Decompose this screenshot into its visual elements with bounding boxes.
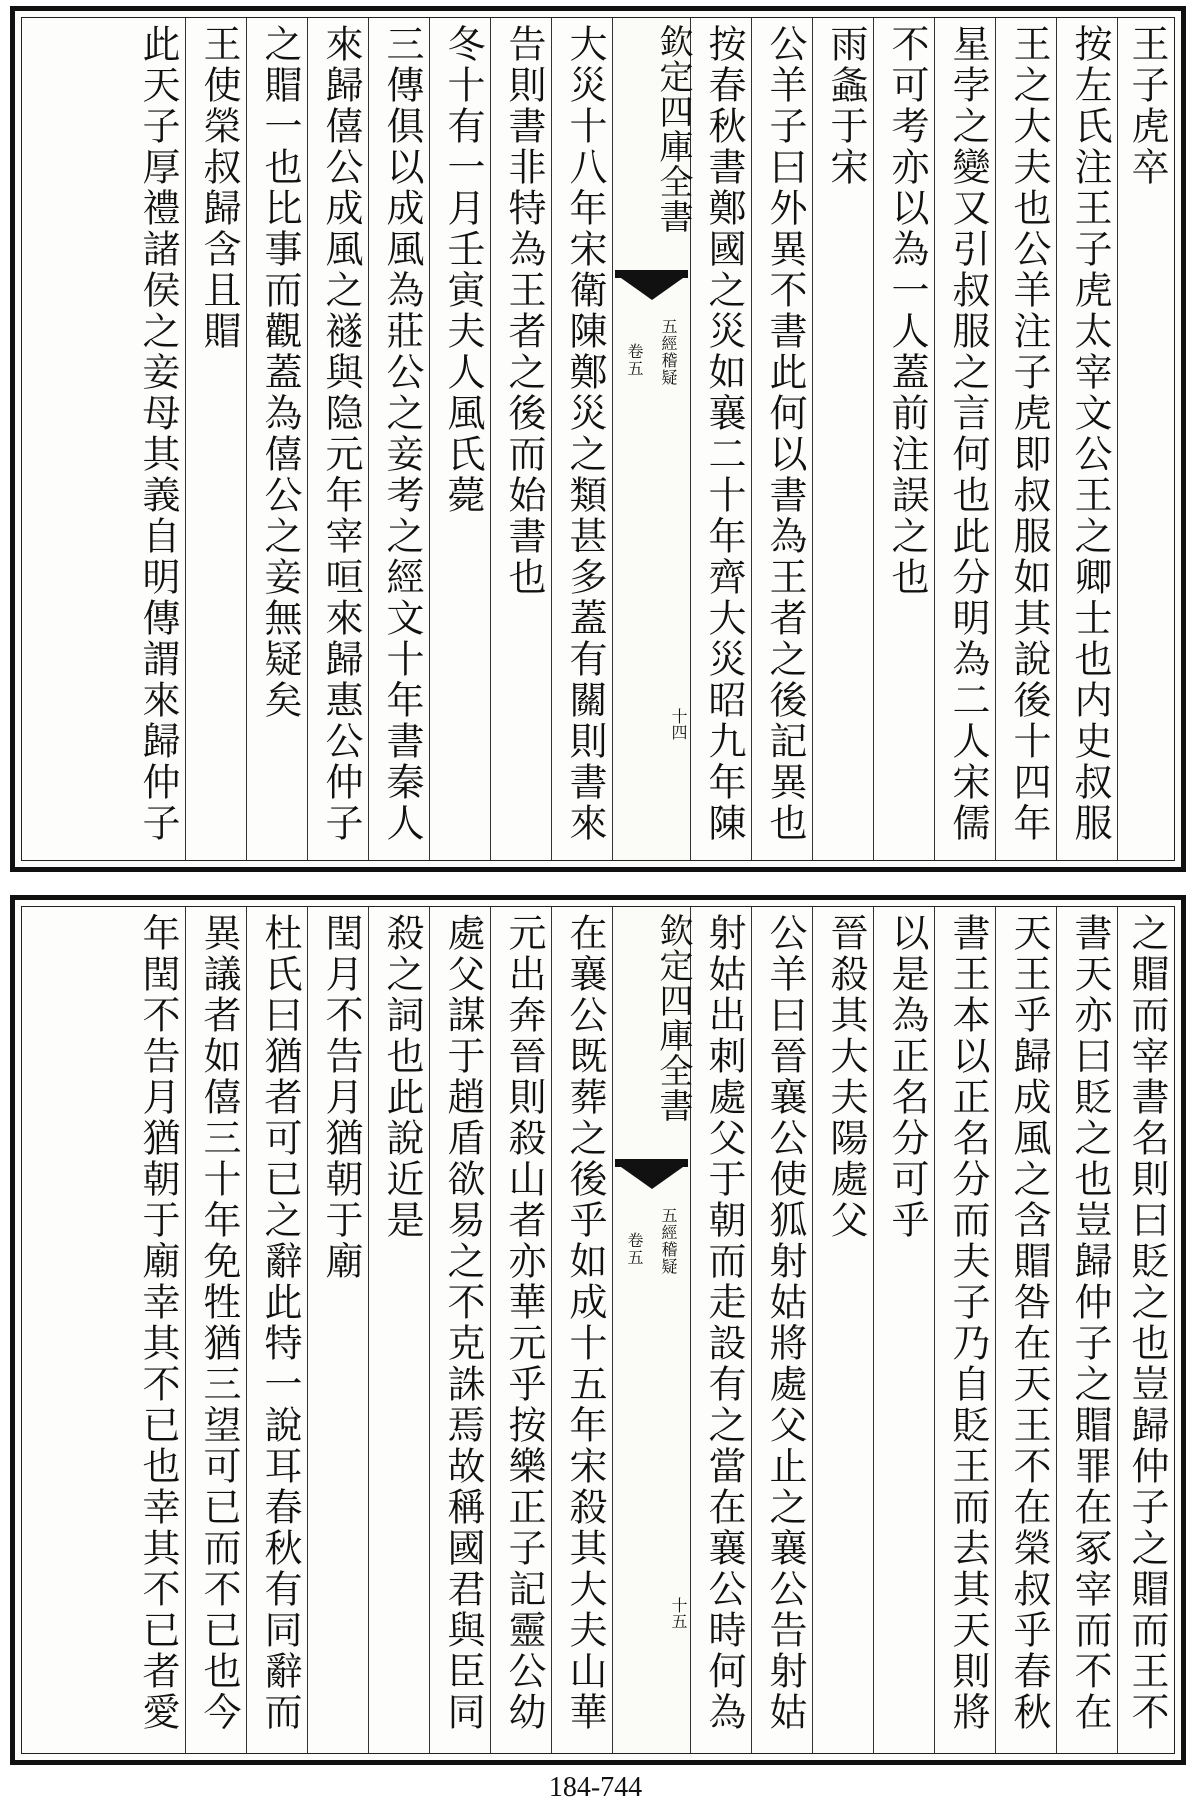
column-text: 杜氏曰猶者可已之辭此特一說耳春秋有同辭而 [258,913,302,1733]
column-text: 冬十有一月壬寅夫人風氏薨 [441,24,485,516]
center-volume: 卷五 [625,343,644,377]
text-column [307,907,368,1753]
fishtail-ornament [615,1159,688,1201]
column-text: 大災十八年宋衛陳鄭災之類甚多蓋有關則書來 [563,24,607,844]
top-page-frame [21,17,1175,861]
text-column [246,18,307,860]
column-text: 不可考亦以為一人蓋前注誤之也 [885,24,929,598]
text-column [185,907,246,1753]
center-book-name: 五經稽疑 [659,1207,678,1275]
column-text: 之賵一也比事而觀蓋為僖公之妾無疑矣 [258,24,302,721]
column-text: 年閏不告月猶朝于廟幸其不已也幸其不已者愛 [136,913,180,1733]
text-column [1056,907,1117,1753]
column-text: 射姑出刺處父于朝而走設有之當在襄公時何為 [702,913,746,1733]
text-column [551,907,612,1753]
center-title: 欽定四庫全書 [653,24,693,234]
text-column [429,907,490,1753]
text-column [490,907,551,1753]
text-column [22,18,185,860]
page-number-label: 184-744 [548,1772,643,1803]
text-column [307,18,368,860]
column-text: 以是為正名分可乎 [885,913,929,1241]
text-column [368,907,429,1753]
text-column [246,907,307,1753]
text-column [429,18,490,860]
text-column [185,18,246,860]
column-text: 按左氏注王子虎太宰文公王之卿士也内史叔服 [1068,24,1112,844]
center-book-name: 五經稽疑 [659,318,678,386]
text-column [995,18,1056,860]
bottom-page [10,895,1186,1765]
text-column [873,907,934,1753]
text-column [22,907,185,1753]
center-volume: 卷五 [625,1232,644,1266]
center-page-number: 十四 [669,708,688,740]
text-column [690,907,751,1753]
text-column [812,907,873,1753]
center-fold-column [612,907,693,1753]
column-text: 此天子厚禮諸侯之妾母其義自明傳謂來歸仲子 [136,24,180,844]
text-column [490,18,551,860]
text-column [934,907,995,1753]
column-text: 王之大夫也公羊注子虎即叔服如其說後十四年 [1007,24,1051,844]
top-page [10,6,1186,872]
column-text: 三傳俱以成風為莊公之妾考之經文十年書秦人 [380,24,424,844]
column-text: 公羊曰晉襄公使狐射姑將處父止之襄公告射姑 [763,913,807,1733]
text-column [995,907,1056,1753]
column-text: 告則書非特為王者之後而始書也 [502,24,546,598]
column-text: 天王乎歸成風之含賵咎在天王不在榮叔乎春秋 [1007,913,1051,1733]
fishtail-ornament [615,270,688,312]
column-text: 處父謀于趙盾欲易之不克誅焉故稱國君與臣同 [441,913,485,1733]
text-column [812,18,873,860]
text-column [368,18,429,860]
column-text: 異議者如僖三十年免牲猶三望可已而不已也今 [197,913,241,1733]
text-column [1056,18,1117,860]
column-text: 王子虎卒 [1125,24,1169,188]
column-text: 星孛之變又引叔服之言何也此分明為二人宋儒 [946,24,990,844]
text-column [690,18,751,860]
text-column [873,18,934,860]
column-text: 晉殺其大夫陽處父 [824,913,868,1241]
column-text: 在襄公既葬之後乎如成十五年宋殺其大夫山華 [563,913,607,1733]
column-text: 元出奔晉則殺山者亦華元乎按樂正子記靈公幼 [502,913,546,1733]
column-text: 之賵而宰書名則曰貶之也豈歸仲子之賵而王不 [1125,913,1169,1733]
column-text: 書王本以正名分而夫子乃自貶王而去其天則將 [946,913,990,1733]
column-text: 殺之詞也此說近是 [380,913,424,1241]
text-column [934,18,995,860]
text-column [751,907,812,1753]
column-text: 來歸僖公成風之襚與隐元年宰咺來歸惠公仲子 [319,24,363,844]
text-column [551,18,612,860]
bottom-page-frame [21,906,1175,1754]
text-column [1117,907,1174,1753]
column-text: 書天亦曰貶之也豈歸仲子之賵罪在冢宰而不在 [1068,913,1112,1733]
column-text: 雨螽于宋 [824,24,868,188]
text-column [1117,18,1174,860]
text-column [751,18,812,860]
column-text: 按春秋書鄭國之災如襄二十年齊大災昭九年陳 [702,24,746,844]
column-text: 王使榮叔歸含且賵 [197,24,241,352]
center-page-number: 十五 [669,1597,688,1629]
center-title: 欽定四庫全書 [653,913,693,1123]
center-fold-column [612,18,693,860]
column-text: 閏月不告月猶朝于廟 [319,913,363,1282]
column-text: 公羊子曰外異不書此何以書為王者之後記異也 [763,24,807,844]
